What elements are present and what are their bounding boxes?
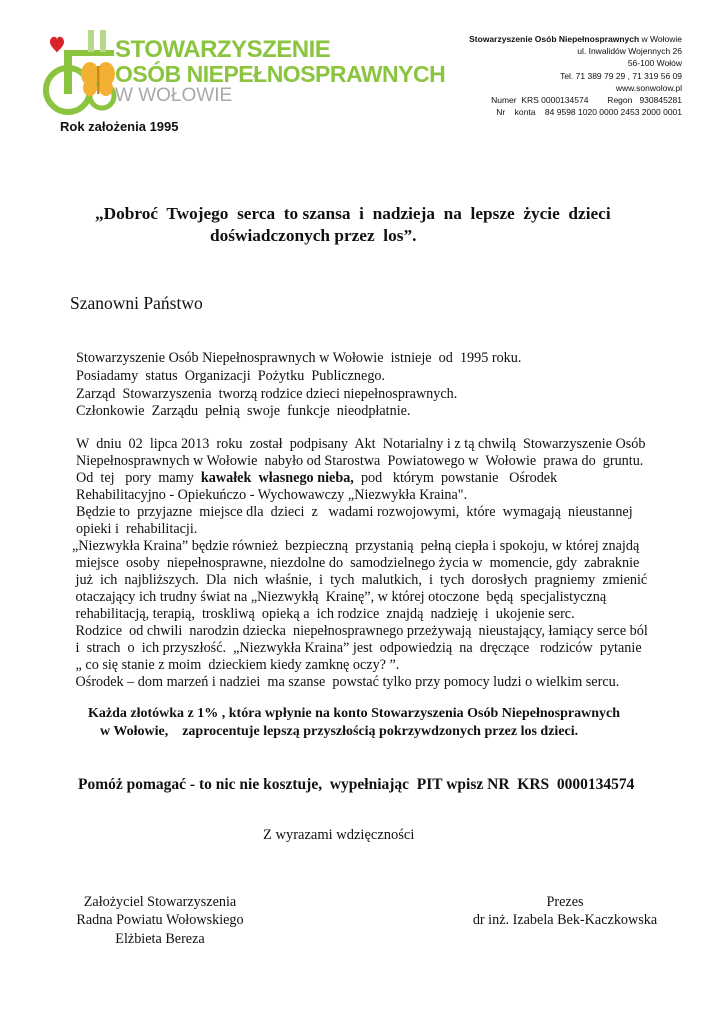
paragraph-1-line: Zarząd Stowarzyszenia tworzą rodzice dzieci niepełnosprawnych. [76,386,458,402]
signature-right [450,893,680,930]
appeal-line2: w Wołowie, zaprocentuje lepszą przyszłością pokrzywdzonych przez los dzieci. [100,724,579,739]
own-sky-phrase: kawałek własnego nieba, [200,470,354,486]
signature-right-name: dr inż. Izabela Bek-Kaczkowska [472,912,658,929]
contact-account: Nr konta 84 9598 1020 0000 2453 2000 0001 [496,107,682,118]
paragraph-3-line: Rodzice od chwili narodzin dziecka niepełnosprawnego przeżywają nieustający, łamiący serce ból [72,623,648,639]
paragraph-3-line: „Niezwykła Kraina” będzie również bezpieczną przystanią pełną ciepła i spokoju, w której znajdą [72,538,640,554]
appeal-line1: Każda złotówka z 1% , która wpłynie na konto Stowarzyszenia Osób Niepełnosprawnych [88,706,621,721]
paragraph-3-line: otaczający ich trudny świat na „Niezwykłą Krainę”, w której otoczone będą specjalistyczną [72,589,607,605]
greeting: Szanowni Państwo [70,293,203,313]
contact-krs-regon: Numer KRS 0000134574 Regon 930845281 [491,95,682,106]
closing-regards: Z wyrazami wdzięczności [263,827,415,843]
founded-year: Rok założenia 1995 [60,119,179,134]
paragraph-2-text: Od tej pory mamy [76,470,201,486]
paragraph-1-line: Stowarzyszenie Osób Niepełnosprawnych w Wołowie istnieje od 1995 roku. [76,350,522,366]
contact-postal: 56-100 Wołów [627,58,682,69]
contact-block [469,33,682,118]
slogan-line1: „Dobroć Twojego serca to szansa i nadzieja na lepsze życie dzieci [95,204,611,223]
paragraph-2-line: Niepełnosprawnych w Wołowie nabyło od Starostwa Powiatowego w Wołowie prawa do gruntu. [76,453,644,469]
slogan-line2: doświadczonych przez los”. [210,226,417,245]
paragraph-2-text: pod którym powstanie Ośrodek [353,470,558,486]
paragraph-2-line [76,470,557,487]
paragraph-2-line: Rehabilitacyjno - Opiekuńczo - Wychowawczy „Niezwykła Kraina". [76,487,468,503]
paragraph-2-line: W dniu 02 lipca 2013 roku został podpisany Akt Notarialny i z tą chwilą Stowarzyszenie Osób [76,436,646,452]
logo-text-line3: W WOŁOWIE [115,85,233,106]
paragraph-3-line: rehabilitacją, terapią, troskliwą opieką a ich rodzice znajdą nadzieję i ukojenie serc. [72,606,575,622]
signature-right-role: Prezes [546,894,584,910]
contact-org-name [469,33,682,45]
paragraph-1-line: Posiadamy status Organizacji Pożytku Publicznego. [76,368,386,384]
signature-left-name: Elżbieta Bereza [115,930,205,947]
logo-text-line1: STOWARZYSZENIE [115,36,331,63]
paragraph-2-line: opieki i rehabilitacji. [76,521,198,537]
paragraph-3-line: Ośrodek – dom marzeń i nadziei ma szanse powstać tylko przy pomocy ludzi o wielkim sercu. [72,674,620,690]
contact-website[interactable]: www.sonwolow.pl [615,82,682,93]
logo-text-line2: OSÓB NIEPEŁNOSPRAWNYCH [115,61,446,87]
signature-left-role: Założyciel Stowarzyszenia [83,894,237,910]
paragraph-3-line: i strach o ich przyszłość. „Niezwykła Kraina” jest odpowiedzią na dręczące rodziców pytanie [72,640,642,656]
wheelchair-butterfly-emblem [42,26,122,118]
contact-phone: Tel. 71 389 79 29 , 71 319 56 09 [560,70,682,81]
contact-org-name-bold: Stowarzyszenie Osób Niepełnosprawnych [469,34,640,44]
signature-left [60,893,260,948]
signature-left-title: Radna Powiatu Wołowskiego [76,912,244,929]
paragraph-3-line: miejsce osoby niepełnosprawne, niezdolne do samodzielnego życia w momencie, gdy zabraknie [72,555,640,571]
contact-org-city: w Wołowie [639,34,682,44]
paragraph-3-line: już ich najbliższych. Dla nich właśnie, i tych malutkich, i tych dorosłych pragniemy zmienić [72,572,648,588]
paragraph-1-line: Członkowie Zarządu pełnią swoje funkcje nieodpłatnie. [76,403,411,419]
help-krs-call: Pomóż pomagać - to nic nie kosztuje, wypełniając PIT wpisz NR KRS 0000134574 [78,776,635,793]
paragraph-3-line: „ co się stanie z moim dzieckiem kiedy zamknę oczy? ”. [72,657,400,673]
paragraph-2-line: Będzie to przyjazne miejsce dla dzieci z wadami rozwojowymi, które wymagają nieustannej [76,504,633,520]
contact-street: ul. Inwalidów Wojennych 26 [577,46,682,57]
